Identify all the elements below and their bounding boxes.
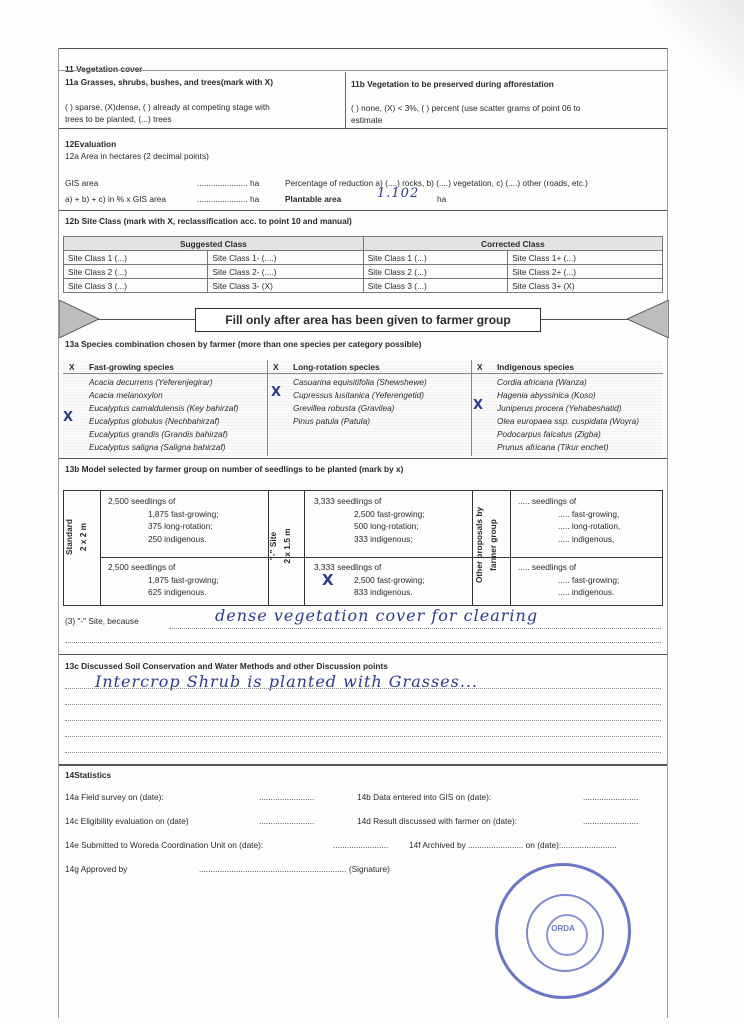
s14c-dots: ........................ bbox=[259, 816, 315, 826]
s11-rule bbox=[59, 70, 667, 71]
s13c-rule bbox=[59, 764, 667, 766]
s13c-line-1 bbox=[65, 688, 661, 689]
species-div-1 bbox=[267, 360, 268, 456]
model-line: 625 indigenous. bbox=[148, 587, 207, 597]
s14g-label: 14g Approved by bbox=[65, 864, 128, 874]
s13c-line-2 bbox=[65, 704, 661, 705]
species-item: Hagenia abyssinica (Koso) bbox=[497, 390, 596, 400]
species-item: Eucalyptus grandis (Grandis bahirzaf) bbox=[89, 429, 228, 439]
fast-header: Fast-growing species bbox=[89, 362, 174, 372]
s14f-label: 14f Archived by ........................ on (date):........................ bbox=[409, 840, 617, 850]
s14b-label: 14b Data entered into GIS on (date): bbox=[357, 792, 492, 802]
species-item: Acacia melanoxylon bbox=[89, 390, 163, 400]
because-line bbox=[169, 628, 661, 629]
s13b-title: 13b Model selected by farmer group on number of seedlings to be planted (mark by x) bbox=[65, 464, 404, 474]
plantable-unit: ha bbox=[437, 194, 447, 204]
because-line-2 bbox=[65, 642, 661, 643]
s11b-line2: estimate bbox=[351, 115, 383, 125]
s12-title: 12Evaluation bbox=[65, 139, 117, 149]
site-cell: Site Class 2 (...) bbox=[64, 265, 208, 279]
s13c-line-5 bbox=[65, 752, 661, 753]
s12b-title: 12b Site Class (mark with X, reclassification acc. to point 10 and manual) bbox=[65, 216, 352, 226]
s13c-title: 13c Discussed Soil Conservation and Water Methods and other Discussion points bbox=[65, 661, 388, 671]
s11-divider bbox=[345, 72, 346, 128]
col-x-3: X bbox=[477, 362, 483, 372]
s12a-rule bbox=[59, 210, 667, 211]
model-line: ..... indigenous. bbox=[558, 587, 615, 597]
site-cell: Site Class 1+ (...) bbox=[508, 251, 663, 265]
model-line: 3,333 seedlings of bbox=[314, 496, 382, 506]
model-div-d bbox=[472, 491, 473, 605]
site-cell: Site Class 2+ (...) bbox=[508, 265, 663, 279]
species-item: Podocarpus falcatus (Zigba) bbox=[497, 429, 601, 439]
site-label: "-" Site bbox=[268, 531, 278, 561]
model-standard-2species bbox=[108, 561, 219, 599]
banner-left-arrow-icon bbox=[59, 300, 99, 338]
model-line: ..... long-rotation, bbox=[558, 521, 621, 531]
mark-juniperus: X bbox=[473, 398, 484, 413]
model-line: 1,875 fast-growing; bbox=[148, 574, 219, 585]
col-x-2: X bbox=[273, 362, 279, 372]
model-line: ..... seedlings of bbox=[518, 562, 577, 572]
species-item: Casuarina equisitifolia (Shewshewe) bbox=[293, 377, 427, 387]
model-hdiv bbox=[100, 557, 662, 558]
s14e-label: 14e Submitted to Woreda Coordination Unit on (date): bbox=[65, 840, 264, 850]
plantable-value: 1.102 bbox=[377, 186, 420, 201]
mark-eucalyptus-globulus: X bbox=[63, 410, 74, 425]
long-header: Long-rotation species bbox=[293, 362, 380, 372]
model-line: 333 indigenous; bbox=[354, 533, 413, 544]
long-list bbox=[293, 376, 427, 428]
mark-cupressus: X bbox=[271, 385, 282, 400]
model-line: 2,500 seedlings of bbox=[108, 562, 176, 572]
corrected-header: Corrected Class bbox=[363, 237, 662, 251]
indig-list bbox=[497, 376, 639, 454]
s12a-title: 12a Area in hectares (2 decimal points) bbox=[65, 151, 209, 161]
model-standard-3species bbox=[108, 495, 219, 545]
s14g-dots: ................................................................ (Signature) bbox=[199, 864, 390, 874]
s11-bottom-rule bbox=[59, 128, 667, 129]
model-line: 833 indigenous. bbox=[354, 587, 413, 597]
s13c-handwriting: Intercrop Shrub is planted with Grasses... bbox=[95, 672, 479, 691]
site-row-3 bbox=[64, 279, 663, 293]
plantable-label: Plantable area bbox=[285, 194, 342, 204]
model-site-3species bbox=[314, 495, 425, 545]
site-cell: Site Class 3 (...) bbox=[363, 279, 507, 293]
s13c-line-4 bbox=[65, 736, 661, 737]
site-cell: Site Class 2 (...) bbox=[363, 265, 507, 279]
model-line: 2,500 seedlings of bbox=[108, 496, 176, 506]
reduction-text: Percentage of reduction a) (....) rocks, b) (....) vegetation, c) (....) other (roads, etc.) bbox=[285, 178, 588, 188]
species-item: Pinus patula (Patula) bbox=[293, 416, 371, 426]
model-line: 375 long-rotation; bbox=[148, 521, 213, 531]
model-other-3species bbox=[518, 495, 620, 545]
stamp-inner-ring bbox=[526, 894, 604, 972]
s13a-rule bbox=[59, 458, 667, 459]
s11a-line2: trees to be planted, (...) trees bbox=[65, 114, 172, 124]
site-cell: Site Class 3+ (X) bbox=[508, 279, 663, 293]
standard-label: Standard bbox=[64, 519, 74, 555]
s14a-label: 14a Field survey on (date): bbox=[65, 792, 164, 802]
s14d-dots: ........................ bbox=[583, 816, 639, 826]
species-item: Acacia decurrens (Yeferenjegirar) bbox=[89, 377, 213, 387]
site-row-1 bbox=[64, 251, 663, 265]
species-item: Eucalyptus camaldulensis (Key bahirzaf) bbox=[89, 403, 239, 413]
official-stamp bbox=[495, 863, 631, 999]
species-item: Eucalyptus saligna (Saligna bahirzaf) bbox=[89, 442, 226, 452]
other-label: Other proposals by bbox=[474, 506, 484, 584]
model-line: ..... fast-growing; bbox=[558, 574, 620, 585]
banner: Fill only after area has been given to farmer group bbox=[195, 308, 541, 332]
model-div-a bbox=[100, 491, 101, 605]
standard-size: 2 x 2 m bbox=[78, 522, 88, 552]
model-line: 3,333 seedlings of bbox=[314, 562, 382, 572]
species-header-rule bbox=[63, 373, 663, 374]
model-line: ..... seedlings of bbox=[518, 496, 577, 506]
model-line: ..... indigenous, bbox=[558, 533, 615, 544]
other-label-2: farmer group bbox=[488, 519, 498, 571]
s14b-dots: ........................ bbox=[583, 792, 639, 802]
abc-label: a) + b) + c) in % x GIS area bbox=[65, 194, 166, 204]
s11-title: 11 Vegetation cover bbox=[65, 64, 143, 74]
model-line: 250 indigenous. bbox=[148, 533, 207, 544]
mark-site-2species: X bbox=[322, 571, 334, 589]
banner-right-arrow-icon bbox=[627, 300, 669, 338]
s13c-line-3 bbox=[65, 720, 661, 721]
model-box bbox=[63, 490, 663, 606]
site-class-table bbox=[63, 236, 663, 293]
s14e-dots: ........................ bbox=[333, 840, 389, 850]
site-cell: Site Class 1- (....) bbox=[208, 251, 363, 265]
species-item: Cordia africana (Wanza) bbox=[497, 377, 587, 387]
site-size: 2 x 1.5 m bbox=[282, 528, 292, 564]
stamp-emblem-icon bbox=[546, 914, 588, 956]
species-item: Cupressus lusitanica (Yeferengetid) bbox=[293, 390, 424, 400]
abc-dots: ...................... ha bbox=[197, 194, 260, 204]
species-div-2 bbox=[471, 360, 472, 456]
fast-list bbox=[89, 376, 238, 454]
stamp-center-text: ORDA bbox=[551, 924, 575, 933]
model-div-c bbox=[304, 491, 305, 605]
because-prefix: (3) "-" Site, because bbox=[65, 616, 139, 626]
site-cell: Site Class 3- (X) bbox=[208, 279, 363, 293]
species-item: Olea europaea ssp. cuspidata (Woyra) bbox=[497, 416, 640, 426]
species-item: Grevillea robusta (Gravilea) bbox=[293, 403, 395, 413]
model-line: 2,500 fast-growing; bbox=[354, 508, 425, 519]
indig-header: Indigenous species bbox=[497, 362, 574, 372]
s11b-title: 11b Vegetation to be preserved during afforestation bbox=[351, 79, 554, 89]
s14a-dots: ........................ bbox=[259, 792, 315, 802]
s14d-label: 14d Result discussed with farmer on (date): bbox=[357, 816, 518, 826]
species-item: Eucalyptus globulus (Nechbahirzaf) bbox=[89, 416, 220, 426]
model-div-e bbox=[510, 491, 511, 605]
model-line: 1,875 fast-growing; bbox=[148, 508, 219, 519]
form-page bbox=[58, 48, 668, 1018]
site-cell: Site Class 1 (...) bbox=[64, 251, 208, 265]
species-item: Juniperus procera (Yehabeshatid) bbox=[497, 403, 622, 413]
suggested-header: Suggested Class bbox=[64, 237, 364, 251]
s14-title: 14Statistics bbox=[65, 770, 112, 780]
model-line: ..... fast-growing, bbox=[558, 508, 620, 519]
s11a-line1: ( ) sparse, (X)dense, ( ) already at competing stage with bbox=[65, 102, 270, 112]
model-line: 2,500 fast-growing; bbox=[354, 574, 425, 585]
gis-area-label: GIS area bbox=[65, 178, 99, 188]
model-other-2species bbox=[518, 561, 619, 599]
s13a-title: 13a Species combination chosen by farmer (more than one species per category possible) bbox=[65, 339, 422, 349]
col-x-1: X bbox=[69, 362, 75, 372]
site-row-2 bbox=[64, 265, 663, 279]
model-line: 500 long-rotation; bbox=[354, 521, 419, 531]
s11a-title: 11a Grasses, shrubs, bushes, and trees(mark with X) bbox=[65, 77, 273, 87]
because-text: dense vegetation cover for clearing bbox=[215, 606, 539, 625]
species-item: Prunus africana (Tikur enchet) bbox=[497, 442, 609, 452]
site-cell: Site Class 1 (...) bbox=[363, 251, 507, 265]
site-cell: Site Class 2- (....) bbox=[208, 265, 363, 279]
gis-area-dots: ...................... ha bbox=[197, 178, 260, 188]
s13b-rule bbox=[59, 654, 667, 655]
s11b-line1: ( ) none, (X) < 3%, ( ) percent (use scatter grams of point 06 to bbox=[351, 103, 581, 113]
top-border bbox=[59, 48, 667, 49]
site-cell: Site Class 3 (...) bbox=[64, 279, 208, 293]
s14c-label: 14c Eligibility evaluation on (date) bbox=[65, 816, 189, 826]
